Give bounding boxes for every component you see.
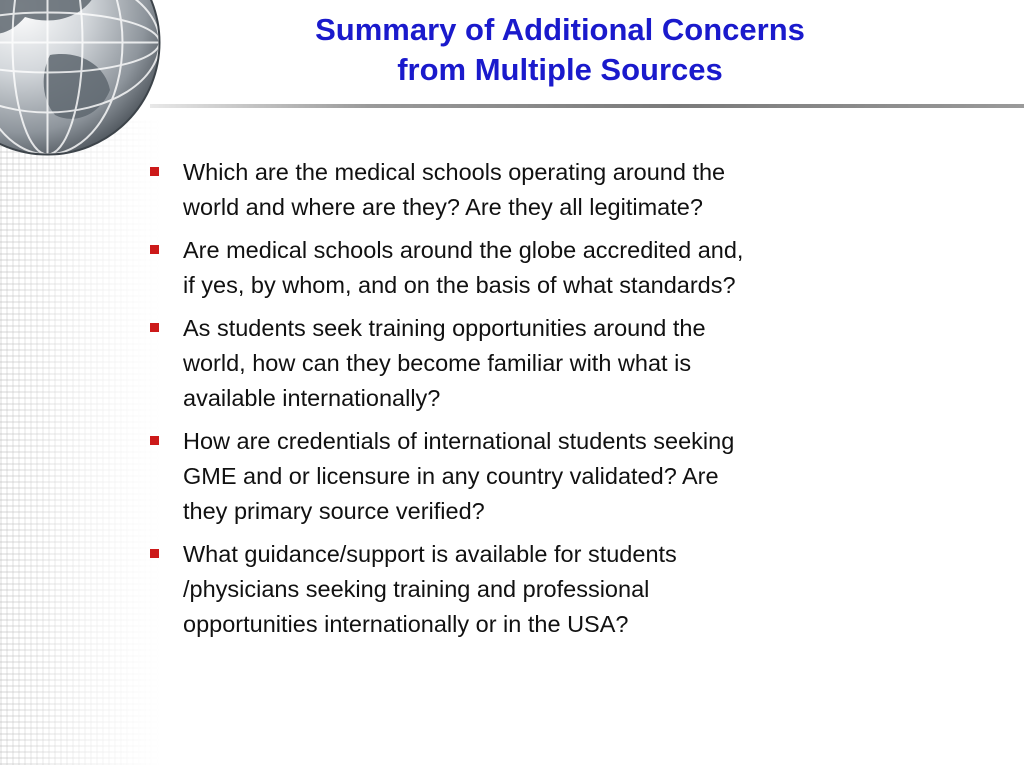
bullet-item-4	[148, 424, 948, 529]
bullet-item-2	[148, 233, 948, 303]
bullet-item-5	[148, 537, 948, 642]
bullet-list	[148, 155, 948, 650]
title-line-1: Summary of Additional Concerns	[315, 12, 805, 47]
bullet-line: they primary source verified?	[183, 498, 485, 524]
bullet-line: /physicians seeking training and professional	[183, 576, 650, 602]
bullet-line: available internationally?	[183, 385, 441, 411]
square-bullet-icon	[150, 436, 159, 445]
square-bullet-icon	[150, 167, 159, 176]
bullet-item-3	[148, 311, 948, 416]
bullet-item-1	[148, 155, 948, 225]
bullet-line: Which are the medical schools operating around the	[183, 159, 726, 185]
title-divider	[150, 104, 1024, 108]
bullet-line: Are medical schools around the globe accredited and,	[183, 237, 744, 263]
bullet-line: How are credentials of international students seeking	[183, 428, 735, 454]
decorative-grid-pattern	[0, 120, 160, 765]
globe-icon	[0, 0, 165, 160]
bullet-line: opportunities internationally or in the USA?	[183, 611, 629, 637]
square-bullet-icon	[150, 323, 159, 332]
title-line-2: from Multiple Sources	[397, 52, 723, 87]
slide-title	[200, 10, 920, 90]
bullet-line: As students seek training opportunities around the	[183, 315, 706, 341]
bullet-line: world and where are they? Are they all legitimate?	[183, 194, 703, 220]
bullet-line: world, how can they become familiar with what is	[183, 350, 692, 376]
square-bullet-icon	[150, 245, 159, 254]
bullet-line: if yes, by whom, and on the basis of what standards?	[183, 272, 736, 298]
bullet-line: GME and or licensure in any country validated? Are	[183, 463, 719, 489]
square-bullet-icon	[150, 549, 159, 558]
bullet-line: What guidance/support is available for students	[183, 541, 677, 567]
